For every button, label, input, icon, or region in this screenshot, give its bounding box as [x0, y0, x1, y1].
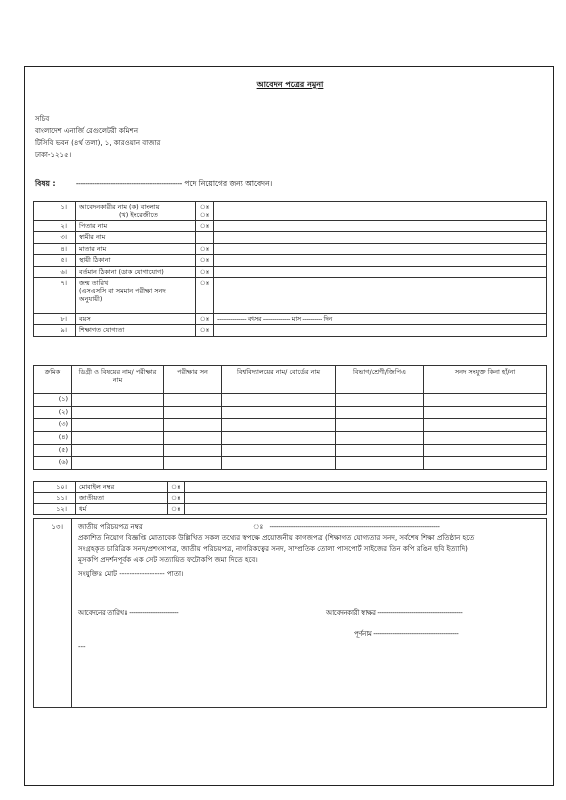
applicant-name-field[interactable] — [214, 202, 547, 221]
table-row: ১০। মোবাইল নম্বর ঃ — [34, 482, 547, 493]
table-row: (৫) — [34, 444, 547, 457]
table-row: ১১। জাতীয়তা ঃ — [34, 493, 547, 504]
address-line: টিসিবি ভবন (৪র্থ তলা), ১, কারওয়ান বাজার — [35, 139, 161, 147]
mother-name-field[interactable] — [214, 243, 547, 254]
recipient-address — [35, 113, 160, 161]
application-form — [24, 66, 554, 786]
permanent-address-field[interactable] — [214, 255, 547, 266]
table-row: (৩) — [34, 419, 547, 432]
personal-info-table — [33, 201, 547, 337]
subject-line — [35, 179, 272, 191]
form-title: আবেদন পত্রের নমুনা — [256, 80, 324, 89]
address-line: সচিব — [35, 115, 50, 123]
table-row: ১। আবেদনকারীর নাম (ক) বাংলায় (খ) ইংরেজীতে ঃ ঃ — [34, 202, 547, 221]
age-field[interactable]: --------------- বৎসর -------------- মাস ---------- দিন — [214, 313, 547, 324]
table-row: ৫। স্থায়ী ঠিকানা ঃ — [34, 255, 547, 266]
table-row: (৬) — [34, 457, 547, 470]
table-row: ৭। জন্ম তারিখ (এসএসসি বা সমমান পরীক্ষা সনদ অনুযায়ী) ঃ — [34, 277, 547, 313]
education-field[interactable] — [214, 325, 547, 336]
table-row: ১২। ধর্ম ঃ — [34, 504, 547, 515]
table-row: ৯। শিক্ষাগত যোগ্যতা ঃ — [34, 325, 547, 336]
table-row: ৬। বর্তমান ঠিকানা (ডাক যোগাযোগ) ঃ — [34, 266, 547, 277]
contact-table — [33, 481, 547, 515]
nid-blank[interactable]: -------------------------------------------------------------------------------- — [269, 523, 440, 531]
table-row: (১) — [34, 394, 547, 407]
table-row: ২। পিতার নাম ঃ — [34, 221, 547, 232]
table-row: ৮। বয়স ঃ --------------- বৎসর -------------- মাস ---------- দিন — [34, 313, 547, 324]
table-row: ৪। মাতার নাম ঃ — [34, 243, 547, 254]
subject-blank: ---------------------------------------------- — [75, 179, 182, 188]
husband-name-field[interactable] — [214, 232, 547, 243]
education-table — [33, 365, 547, 470]
birth-date-field[interactable] — [214, 277, 547, 313]
nid-label: জাতীয় পরিচয়পত্র নম্বর — [78, 523, 143, 531]
religion-field[interactable] — [184, 504, 546, 515]
nationality-field[interactable] — [184, 493, 546, 504]
present-address-field[interactable] — [214, 266, 547, 277]
subject-text: পদে নিয়োগের জন্য আবেদন। — [184, 179, 273, 188]
address-line: বাংলাদেশ এনার্জি রেগুলেটরী কমিশন — [35, 127, 138, 135]
mobile-field[interactable] — [184, 482, 546, 493]
attachment-count: সংযুক্তিঃ মোট ------------------ পাতা। — [78, 570, 184, 578]
table-row: ৩। স্বামীর নাম — [34, 232, 547, 243]
application-date[interactable]: আবেদনের তারিখঃ ----------------------- — [78, 609, 179, 617]
full-name[interactable]: পূর্ণনাম ---------------------------------------- — [354, 630, 459, 638]
document-note: প্রকাশিত নিয়োগ বিজ্ঞপ্তি মোতাবেক উল্লিখিত সকল তথ্যের স্বপক্ষে প্রয়োজনীয় কাগজপত্র (শিক্ষাগত যোগ্যতার সনদ, সর্বশেষ শিক্ষা প্রতিষ্ঠান হতে সংগ্রহকৃত চারিত্রিক সনদ/প্রশংসাপত্র, জাতীয় পরিচয়পত্র, নাগরিকত্বের সনদ, সাম্প্রতিক তোলা পাসপোর্ট সাইজের তিন কপি রঙিন ছবি ইত্যাদি) মূসকপি প্রদর্শনপূর্বক এক সেট সত্যায়িত ফটোকপি জমা দিতে হবে। সংযুক্তিঃ মোট ------------------ পাতা। — [78, 534, 475, 578]
address-line: ঢাকা-১২১৫। — [35, 151, 72, 159]
subject-label: বিষয় : — [35, 179, 56, 188]
table-row: (২) — [34, 406, 547, 419]
table-header-row: ক্রমিক ডিগ্রী ও বিষয়ের নাম/ পরীক্ষার নাম পরীক্ষার সন বিশ্ববিদ্যালয়ের নাম/ বোর্ডের নাম বিভাগ/শ্রেণী/জিপিএ সনদ সংযুক্ত কিনা হাঁ/না — [34, 366, 547, 394]
nid-section: ১৩। জাতীয় পরিচয়পত্র নম্বর ঃ -------------------------------------------------------------------------------- প্রকাশিত নিয়োগ বিজ্ঞপ্তি মোতাবেক উল্লিখিত সকল তথ্যের স্বপক্ষে প্রয়োজনীয় কাগজপত্র (শিক্ষাগত যোগ্যতার সনদ, সর্বশেষ শিক্ষা প্রতিষ্ঠান হতে সংগ্রহকৃত চারিত্রিক সনদ/প্রশংসাপত্র, জাতীয় পরিচয়পত্র, নাগরিকত্বের সনদ, সাম্প্রতিক তোলা পাসপোর্ট সাইজের তিন কপি রঙিন ছবি ইত্যাদি) মূসকপি প্রদর্শনপূর্বক এক সেট সত্যায়িত ফটোকপি জমা দিতে হবে। সংযুক্তিঃ মোট ------------------ পাতা। আবেদনের তারিখঃ ----------------------- আবেদনকারী স্বাক্ষর ---------------------------------------- পূর্ণনাম ---------------------------------------- --- — [33, 518, 547, 708]
father-name-field[interactable] — [214, 221, 547, 232]
table-row: (৪) — [34, 432, 547, 445]
applicant-signature[interactable]: আবেদনকারী স্বাক্ষর ---------------------------------------- — [326, 609, 463, 617]
